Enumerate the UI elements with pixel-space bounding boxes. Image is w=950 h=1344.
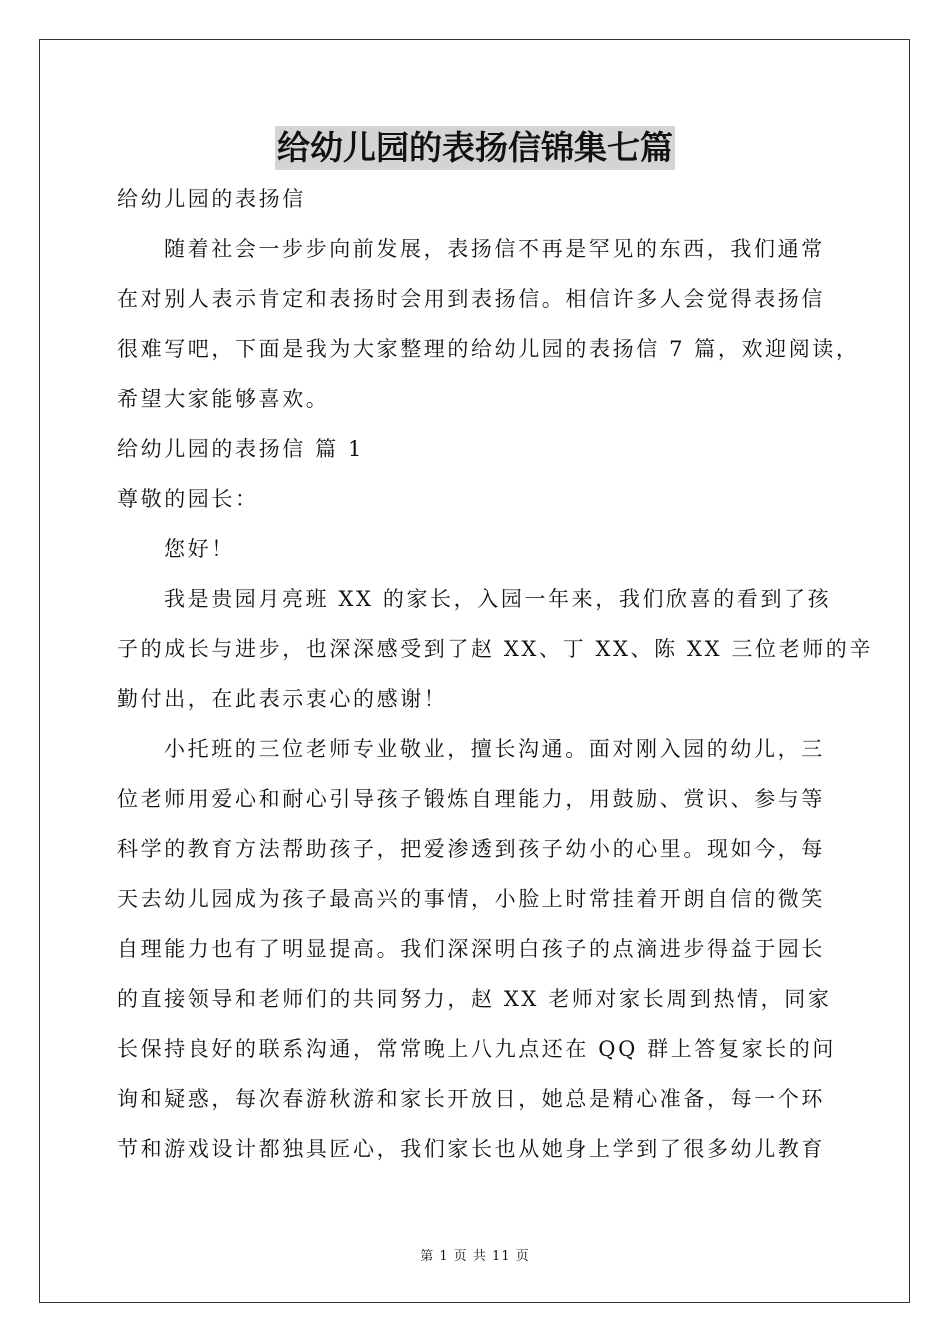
paragraph-line: 勤付出，在此表示衷心的感谢！ — [117, 687, 448, 711]
paragraph-line: 位老师用爱心和耐心引导孩子锻炼自理能力，用鼓励、赏识、参与等 — [117, 787, 825, 811]
title-container — [0, 126, 950, 170]
greeting: 您好！ — [164, 537, 235, 561]
paragraph-line: 很难写吧，下面是我为大家整理的给幼儿园的表扬信 7 篇，欢迎阅读， — [117, 337, 860, 361]
paragraph-line: 我是贵园月亮班 XX 的家长，入园一年来，我们欣喜的看到了孩 — [164, 587, 832, 611]
paragraph-line: 小托班的三位老师专业敬业，擅长沟通。面对刚入园的幼儿，三 — [164, 737, 825, 761]
paragraph-line: 的直接领导和老师们的共同努力，赵 XX 老师对家长周到热情，同家 — [117, 987, 832, 1011]
subtitle-line: 给幼儿园的表扬信 — [117, 187, 306, 211]
paragraph-line: 科学的教育方法帮助孩子，把爱渗透到孩子幼小的心里。现如今，每 — [117, 837, 825, 861]
salutation: 尊敬的园长： — [117, 487, 259, 511]
paragraph-line: 天去幼儿园成为孩子最高兴的事情，小脸上时常挂着开朗自信的微笑 — [117, 887, 825, 911]
paragraph-line: 长保持良好的联系沟通，常常晚上八九点还在 QQ 群上答复家长的问 — [117, 1037, 836, 1061]
paragraph-line: 随着社会一步步向前发展，表扬信不再是罕见的东西，我们通常 — [164, 237, 825, 261]
paragraph-line: 节和游戏设计都独具匠心，我们家长也从她身上学到了很多幼儿教育 — [117, 1137, 825, 1161]
paragraph-line: 子的成长与进步，也深深感受到了赵 XX、丁 XX、陈 XX 三位老师的辛 — [117, 637, 873, 661]
paragraph-line: 询和疑惑，每次春游秋游和家长开放日，她总是精心准备，每一个环 — [117, 1087, 825, 1111]
document-title: 给幼儿园的表扬信锦集七篇 — [275, 126, 675, 170]
page-footer: 第 1 页 共 11 页 — [420, 1249, 530, 1264]
section-heading: 给幼儿园的表扬信 篇 1 — [117, 437, 364, 461]
paragraph-line: 自理能力也有了明显提高。我们深深明白孩子的点滴进步得益于园长 — [117, 937, 825, 961]
paragraph-line: 希望大家能够喜欢。 — [117, 387, 330, 411]
paragraph-line: 在对别人表示肯定和表扬时会用到表扬信。相信许多人会觉得表扬信 — [117, 287, 825, 311]
